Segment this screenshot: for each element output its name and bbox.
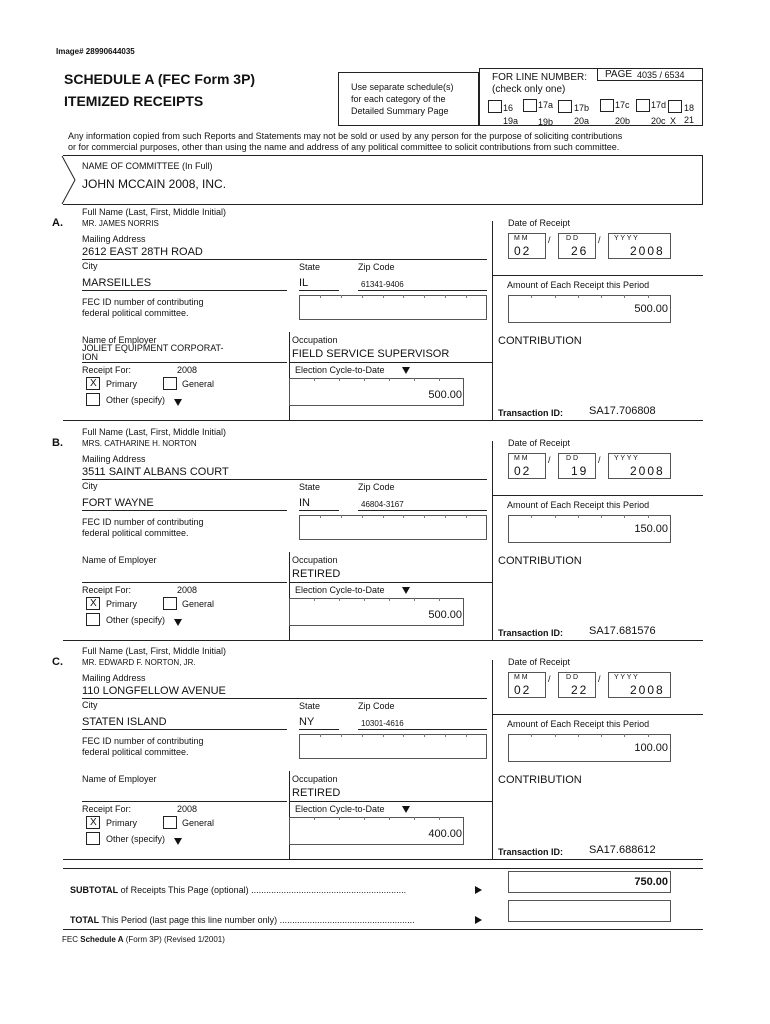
primary-mark: X (90, 598, 97, 609)
segment-tick (439, 598, 440, 601)
amount-top-rule (492, 495, 703, 496)
segment-tick (383, 734, 384, 737)
segment-tick (439, 817, 440, 820)
date-slash-2: / (598, 455, 601, 465)
segment-tick (445, 515, 446, 518)
mailing-address: 3511 SAINT ALBANS COURT (82, 466, 229, 478)
occupation-label: Occupation (292, 335, 338, 345)
segment-tick (439, 378, 440, 381)
city-value: STATEN ISLAND (82, 716, 167, 728)
segment-tick (531, 734, 532, 737)
month-value: 02 (514, 244, 532, 258)
state-underline (299, 510, 339, 511)
employer-divider (289, 771, 290, 859)
fec-id-field[interactable] (299, 734, 487, 759)
state-value: IN (299, 497, 310, 509)
zip-underline (358, 290, 487, 291)
occupation-label: Occupation (292, 774, 338, 784)
segment-tick (339, 598, 340, 601)
general-label: General (182, 818, 215, 828)
amount-label: Amount of Each Receipt this Period (507, 280, 650, 290)
fec-id-label-2: federal political committee. (82, 747, 189, 757)
segment-tick (601, 515, 602, 518)
employer-value-1: JOLIET EQUIPMENT CORPORAT- (82, 343, 224, 353)
date-slash-1: / (548, 455, 551, 465)
fec-id-label-1: FEC ID number of contributing (82, 736, 204, 746)
segment-tick (578, 734, 579, 737)
segment-tick (362, 734, 363, 737)
general-label: General (182, 379, 215, 389)
date-slash-1: / (548, 674, 551, 684)
segment-tick (364, 817, 365, 820)
amount-top-rule (492, 275, 703, 276)
line-21-label: 21 (684, 115, 695, 125)
state-label: State (299, 482, 321, 492)
transaction-id-label: Transaction ID: (498, 847, 564, 857)
subtotal-arrow-icon (475, 886, 482, 894)
amount-top-rule (492, 714, 703, 715)
disclaimer-line-1: Any information copied from such Reports and Statements may not be sold or used by any person for the purpose of soliciting contributions (68, 131, 623, 141)
segment-tick (389, 598, 390, 601)
election-cycle-arrow-icon (402, 587, 410, 594)
general-checkbox[interactable] (163, 377, 177, 390)
subtotal-label (70, 885, 406, 895)
transaction-id-value: SA17.688612 (589, 844, 656, 856)
month-value: 02 (514, 683, 532, 697)
segment-tick (555, 734, 556, 737)
transaction-id-label: Transaction ID: (498, 408, 564, 418)
employer-divider (289, 332, 290, 420)
form-title: SCHEDULE A (FEC Form 3P) (64, 71, 256, 87)
state-value: IL (299, 277, 309, 289)
full-name-label: Full Name (Last, First, Middle Initial) (82, 646, 227, 656)
other-label: Other (specify) (106, 615, 166, 625)
primary-label: Primary (106, 599, 137, 609)
segment-tick (320, 515, 321, 518)
segment-tick (648, 734, 649, 737)
transaction-id-label: Transaction ID: (498, 628, 564, 638)
entry-divider (63, 640, 703, 641)
election-cycle-amount: 500.00 (428, 609, 462, 621)
amount-label: Amount of Each Receipt this Period (507, 719, 650, 729)
total-label (70, 915, 415, 925)
line-17c-label: 17c (615, 100, 630, 110)
segment-tick (314, 378, 315, 381)
city-underline (82, 290, 287, 291)
separate-schedule-text-3: Detailed Summary Page (351, 106, 449, 116)
general-label: General (182, 599, 215, 609)
total-rest: This Period (last page this line number only) ...................................................... (99, 915, 415, 925)
election-cycle-label: Election Cycle-to-Date (295, 365, 385, 375)
entry-column-divider (492, 221, 493, 420)
image-id: Image# 28990644035 (56, 47, 135, 56)
segment-tick (403, 734, 404, 737)
segment-tick (341, 515, 342, 518)
segment-tick (362, 515, 363, 518)
other-dropdown-icon[interactable] (174, 619, 182, 626)
segment-tick (624, 515, 625, 518)
general-checkbox[interactable] (163, 816, 177, 829)
month-value: 02 (514, 464, 532, 478)
state-underline (299, 729, 339, 730)
line-20a-label: 20a (574, 116, 590, 126)
segment-tick (424, 734, 425, 737)
date-slash-2: / (598, 235, 601, 245)
separate-schedule-text-1: Use separate schedule(s) (351, 82, 454, 92)
segment-tick (403, 515, 404, 518)
segment-tick (624, 295, 625, 298)
day-value: 22 (571, 683, 589, 697)
line-20c-label: 20c (651, 116, 666, 126)
primary-mark: X (90, 817, 97, 828)
date-of-receipt-label: Date of Receipt (508, 657, 571, 667)
occupation-value: RETIRED (292, 568, 341, 580)
fec-id-label-1: FEC ID number of contributing (82, 517, 204, 527)
fec-id-label-1: FEC ID number of contributing (82, 297, 204, 307)
line-17c-checkbox[interactable] (600, 99, 614, 112)
date-slash-2: / (598, 674, 601, 684)
segment-tick (362, 295, 363, 298)
other-checkbox[interactable] (86, 832, 100, 845)
entry-divider (63, 420, 703, 421)
amount-value: 500.00 (634, 303, 668, 315)
state-label: State (299, 701, 321, 711)
day-hint: D D (566, 674, 579, 681)
committee-label: NAME OF COMMITTEE (In Full) (82, 161, 213, 171)
amount-label: Amount of Each Receipt this Period (507, 500, 650, 510)
line-17b-checkbox[interactable] (558, 100, 572, 113)
disclaimer-line-2: or for commercial purposes, other than using the name and address of any political committee to solicit contributions from such committee. (68, 142, 620, 152)
segment-tick (414, 817, 415, 820)
election-cycle-arrow-icon (402, 806, 410, 813)
month-hint: M M (514, 235, 528, 242)
receipt-for-label: Receipt For: (82, 585, 132, 595)
zip-label: Zip Code (358, 262, 395, 272)
amount-value: 150.00 (634, 523, 668, 535)
line-19a-label: 19a (503, 116, 519, 126)
election-cycle-label: Election Cycle-to-Date (295, 585, 385, 595)
segment-tick (466, 295, 467, 298)
year-value: 2008 (630, 464, 665, 478)
address-underline (82, 259, 487, 260)
primary-label: Primary (106, 818, 137, 828)
segment-tick (320, 734, 321, 737)
state-underline (299, 290, 339, 291)
form-id-prefix: FEC (62, 935, 81, 944)
segment-tick (364, 598, 365, 601)
segment-tick (383, 515, 384, 518)
form-id-rest: (Form 3P) (Revised 1/2001) (123, 935, 225, 944)
employer-underline (82, 362, 287, 363)
segment-tick (341, 295, 342, 298)
line-17d-checkbox[interactable] (636, 99, 650, 112)
state-value: NY (299, 716, 315, 728)
zip-value: 10301-4616 (361, 719, 404, 728)
zip-underline (358, 729, 487, 730)
election-cycle-amount: 400.00 (428, 828, 462, 840)
occupation-underline (289, 801, 492, 802)
segment-tick (466, 515, 467, 518)
election-cycle-amount: 500.00 (428, 389, 462, 401)
subtotal-rest: of Receipts This Page (optional) .............................................................. (118, 885, 407, 895)
segment-tick (383, 295, 384, 298)
city-underline (82, 729, 287, 730)
receipt-year: 2008 (177, 585, 198, 595)
segment-tick (578, 515, 579, 518)
mailing-address-label: Mailing Address (82, 234, 146, 244)
fec-id-field[interactable] (299, 295, 487, 320)
receipt-for-label: Receipt For: (82, 365, 132, 375)
segment-tick (314, 817, 315, 820)
segment-tick (414, 378, 415, 381)
segment-tick (339, 378, 340, 381)
state-label: State (299, 262, 321, 272)
employer-underline (82, 582, 287, 583)
line-19b-label: 19b (538, 117, 554, 127)
segment-tick (445, 734, 446, 737)
entry-letter: B. (52, 437, 63, 449)
employer-label: Name of Employer (82, 774, 157, 784)
year-value: 2008 (630, 683, 665, 697)
segment-tick (531, 295, 532, 298)
city-label: City (82, 700, 98, 710)
year-value: 2008 (630, 244, 665, 258)
mailing-address: 110 LONGFELLOW AVENUE (82, 685, 226, 697)
segment-tick (341, 734, 342, 737)
line-17a-checkbox[interactable] (523, 99, 537, 112)
segment-tick (578, 295, 579, 298)
receipt-year: 2008 (177, 804, 198, 814)
entry-column-divider (492, 660, 493, 859)
segment-tick (414, 598, 415, 601)
address-underline (82, 698, 487, 699)
committee-arrow-icon (60, 155, 78, 205)
line-21-checkmark: X (670, 116, 677, 126)
election-cycle-label: Election Cycle-to-Date (295, 804, 385, 814)
entry-letter: A. (52, 217, 63, 229)
zip-value: 61341-9406 (361, 280, 404, 289)
subtotal-amount: 750.00 (634, 876, 668, 888)
day-hint: D D (566, 235, 579, 242)
committee-name: JOHN MCCAIN 2008, INC. (82, 177, 227, 191)
line-20b-label: 20b (615, 116, 631, 126)
fec-id-label-2: federal political committee. (82, 308, 189, 318)
contributor-name: MRS. CATHARINE H. NORTON (82, 439, 197, 448)
occupation-value: RETIRED (292, 787, 341, 799)
city-label: City (82, 261, 98, 271)
full-name-label: Full Name (Last, First, Middle Initial) (82, 207, 227, 217)
day-hint: D D (566, 455, 579, 462)
segment-tick (601, 734, 602, 737)
year-hint: Y Y Y Y (614, 235, 638, 242)
segment-tick (314, 598, 315, 601)
entry-letter: C. (52, 656, 63, 668)
year-hint: Y Y Y Y (614, 455, 638, 462)
date-of-receipt-label: Date of Receipt (508, 438, 571, 448)
mailing-address: 2612 EAST 28TH ROAD (82, 246, 203, 258)
employer-value-2: ION (82, 352, 99, 362)
subtotal-bold: SUBTOTAL (70, 885, 119, 895)
segment-tick (648, 295, 649, 298)
contributor-name: MR. JAMES NORRIS (82, 219, 159, 228)
other-dropdown-icon[interactable] (174, 399, 182, 406)
zip-underline (358, 510, 487, 511)
transaction-id-value: SA17.706808 (589, 405, 656, 417)
entry-divider (63, 859, 703, 860)
primary-mark: X (90, 378, 97, 389)
city-value: MARSEILLES (82, 277, 152, 289)
total-amount-box[interactable] (508, 900, 671, 922)
city-value: FORT WAYNE (82, 497, 154, 509)
separate-schedule-text-2: for each category of the (351, 94, 446, 104)
address-underline (82, 479, 487, 480)
fec-id-field[interactable] (299, 515, 487, 540)
segment-tick (624, 734, 625, 737)
occupation-label: Occupation (292, 555, 338, 565)
for-line-number-label: FOR LINE NUMBER: (492, 72, 588, 83)
segment-tick (424, 515, 425, 518)
entry-column-divider (492, 441, 493, 640)
transaction-id-value: SA17.681576 (589, 625, 656, 637)
amount-value: 100.00 (634, 742, 668, 754)
segment-tick (339, 817, 340, 820)
segment-tick (555, 515, 556, 518)
line-17a-label: 17a (538, 100, 554, 110)
line-18-label: 18 (684, 103, 695, 113)
total-bold: TOTAL (70, 915, 100, 925)
other-checkbox[interactable] (86, 393, 100, 406)
zip-label: Zip Code (358, 482, 395, 492)
date-slash-1: / (548, 235, 551, 245)
segment-tick (389, 378, 390, 381)
total-arrow-icon (475, 916, 482, 924)
year-hint: Y Y Y Y (614, 674, 638, 681)
segment-tick (320, 295, 321, 298)
segment-tick (389, 817, 390, 820)
occupation-value: FIELD SERVICE SUPERVISOR (292, 348, 450, 360)
employer-label: Name of Employer (82, 555, 157, 565)
receipt-year: 2008 (177, 365, 198, 375)
fec-id-label-2: federal political committee. (82, 528, 189, 538)
day-value: 26 (571, 244, 589, 258)
employer-label: Name of Employer (82, 335, 157, 345)
occupation-underline (289, 362, 492, 363)
mailing-address-label: Mailing Address (82, 673, 146, 683)
other-dropdown-icon[interactable] (174, 838, 182, 845)
general-checkbox[interactable] (163, 597, 177, 610)
description-value: CONTRIBUTION (498, 335, 582, 347)
segment-tick (424, 295, 425, 298)
full-name-label: Full Name (Last, First, Middle Initial) (82, 427, 227, 437)
line-17b-label: 17b (574, 103, 590, 113)
segment-tick (403, 295, 404, 298)
segment-tick (466, 734, 467, 737)
line-16-checkbox[interactable] (488, 100, 502, 113)
page-label: PAGE (605, 69, 633, 80)
page-value: 4035 / 6534 (637, 70, 685, 80)
line-17d-label: 17d (651, 100, 667, 110)
month-hint: M M (514, 455, 528, 462)
other-checkbox[interactable] (86, 613, 100, 626)
segment-tick (531, 515, 532, 518)
date-of-receipt-label: Date of Receipt (508, 218, 571, 228)
other-label: Other (specify) (106, 395, 166, 405)
city-label: City (82, 481, 98, 491)
description-value: CONTRIBUTION (498, 774, 582, 786)
form-id-bold: Schedule A (80, 935, 124, 944)
contributor-name: MR. EDWARD F. NORTON, JR. (82, 658, 196, 667)
segment-tick (601, 295, 602, 298)
election-cycle-arrow-icon (402, 367, 410, 374)
line-18-checkbox[interactable] (668, 100, 682, 113)
description-value: CONTRIBUTION (498, 555, 582, 567)
check-only-one-label: (check only one) (492, 84, 566, 95)
receipt-for-label: Receipt For: (82, 804, 132, 814)
other-label: Other (specify) (106, 834, 166, 844)
form-identifier (62, 935, 225, 944)
line-16-label: 16 (503, 103, 514, 113)
segment-tick (555, 295, 556, 298)
segment-tick (648, 515, 649, 518)
mailing-address-label: Mailing Address (82, 454, 146, 464)
employer-divider (289, 552, 290, 640)
zip-label: Zip Code (358, 701, 395, 711)
primary-label: Primary (106, 379, 137, 389)
zip-value: 46804-3167 (361, 500, 404, 509)
day-value: 19 (571, 464, 589, 478)
employer-underline (82, 801, 287, 802)
form-subtitle: ITEMIZED RECEIPTS (64, 93, 204, 109)
month-hint: M M (514, 674, 528, 681)
occupation-underline (289, 582, 492, 583)
segment-tick (364, 378, 365, 381)
city-underline (82, 510, 287, 511)
segment-tick (445, 295, 446, 298)
